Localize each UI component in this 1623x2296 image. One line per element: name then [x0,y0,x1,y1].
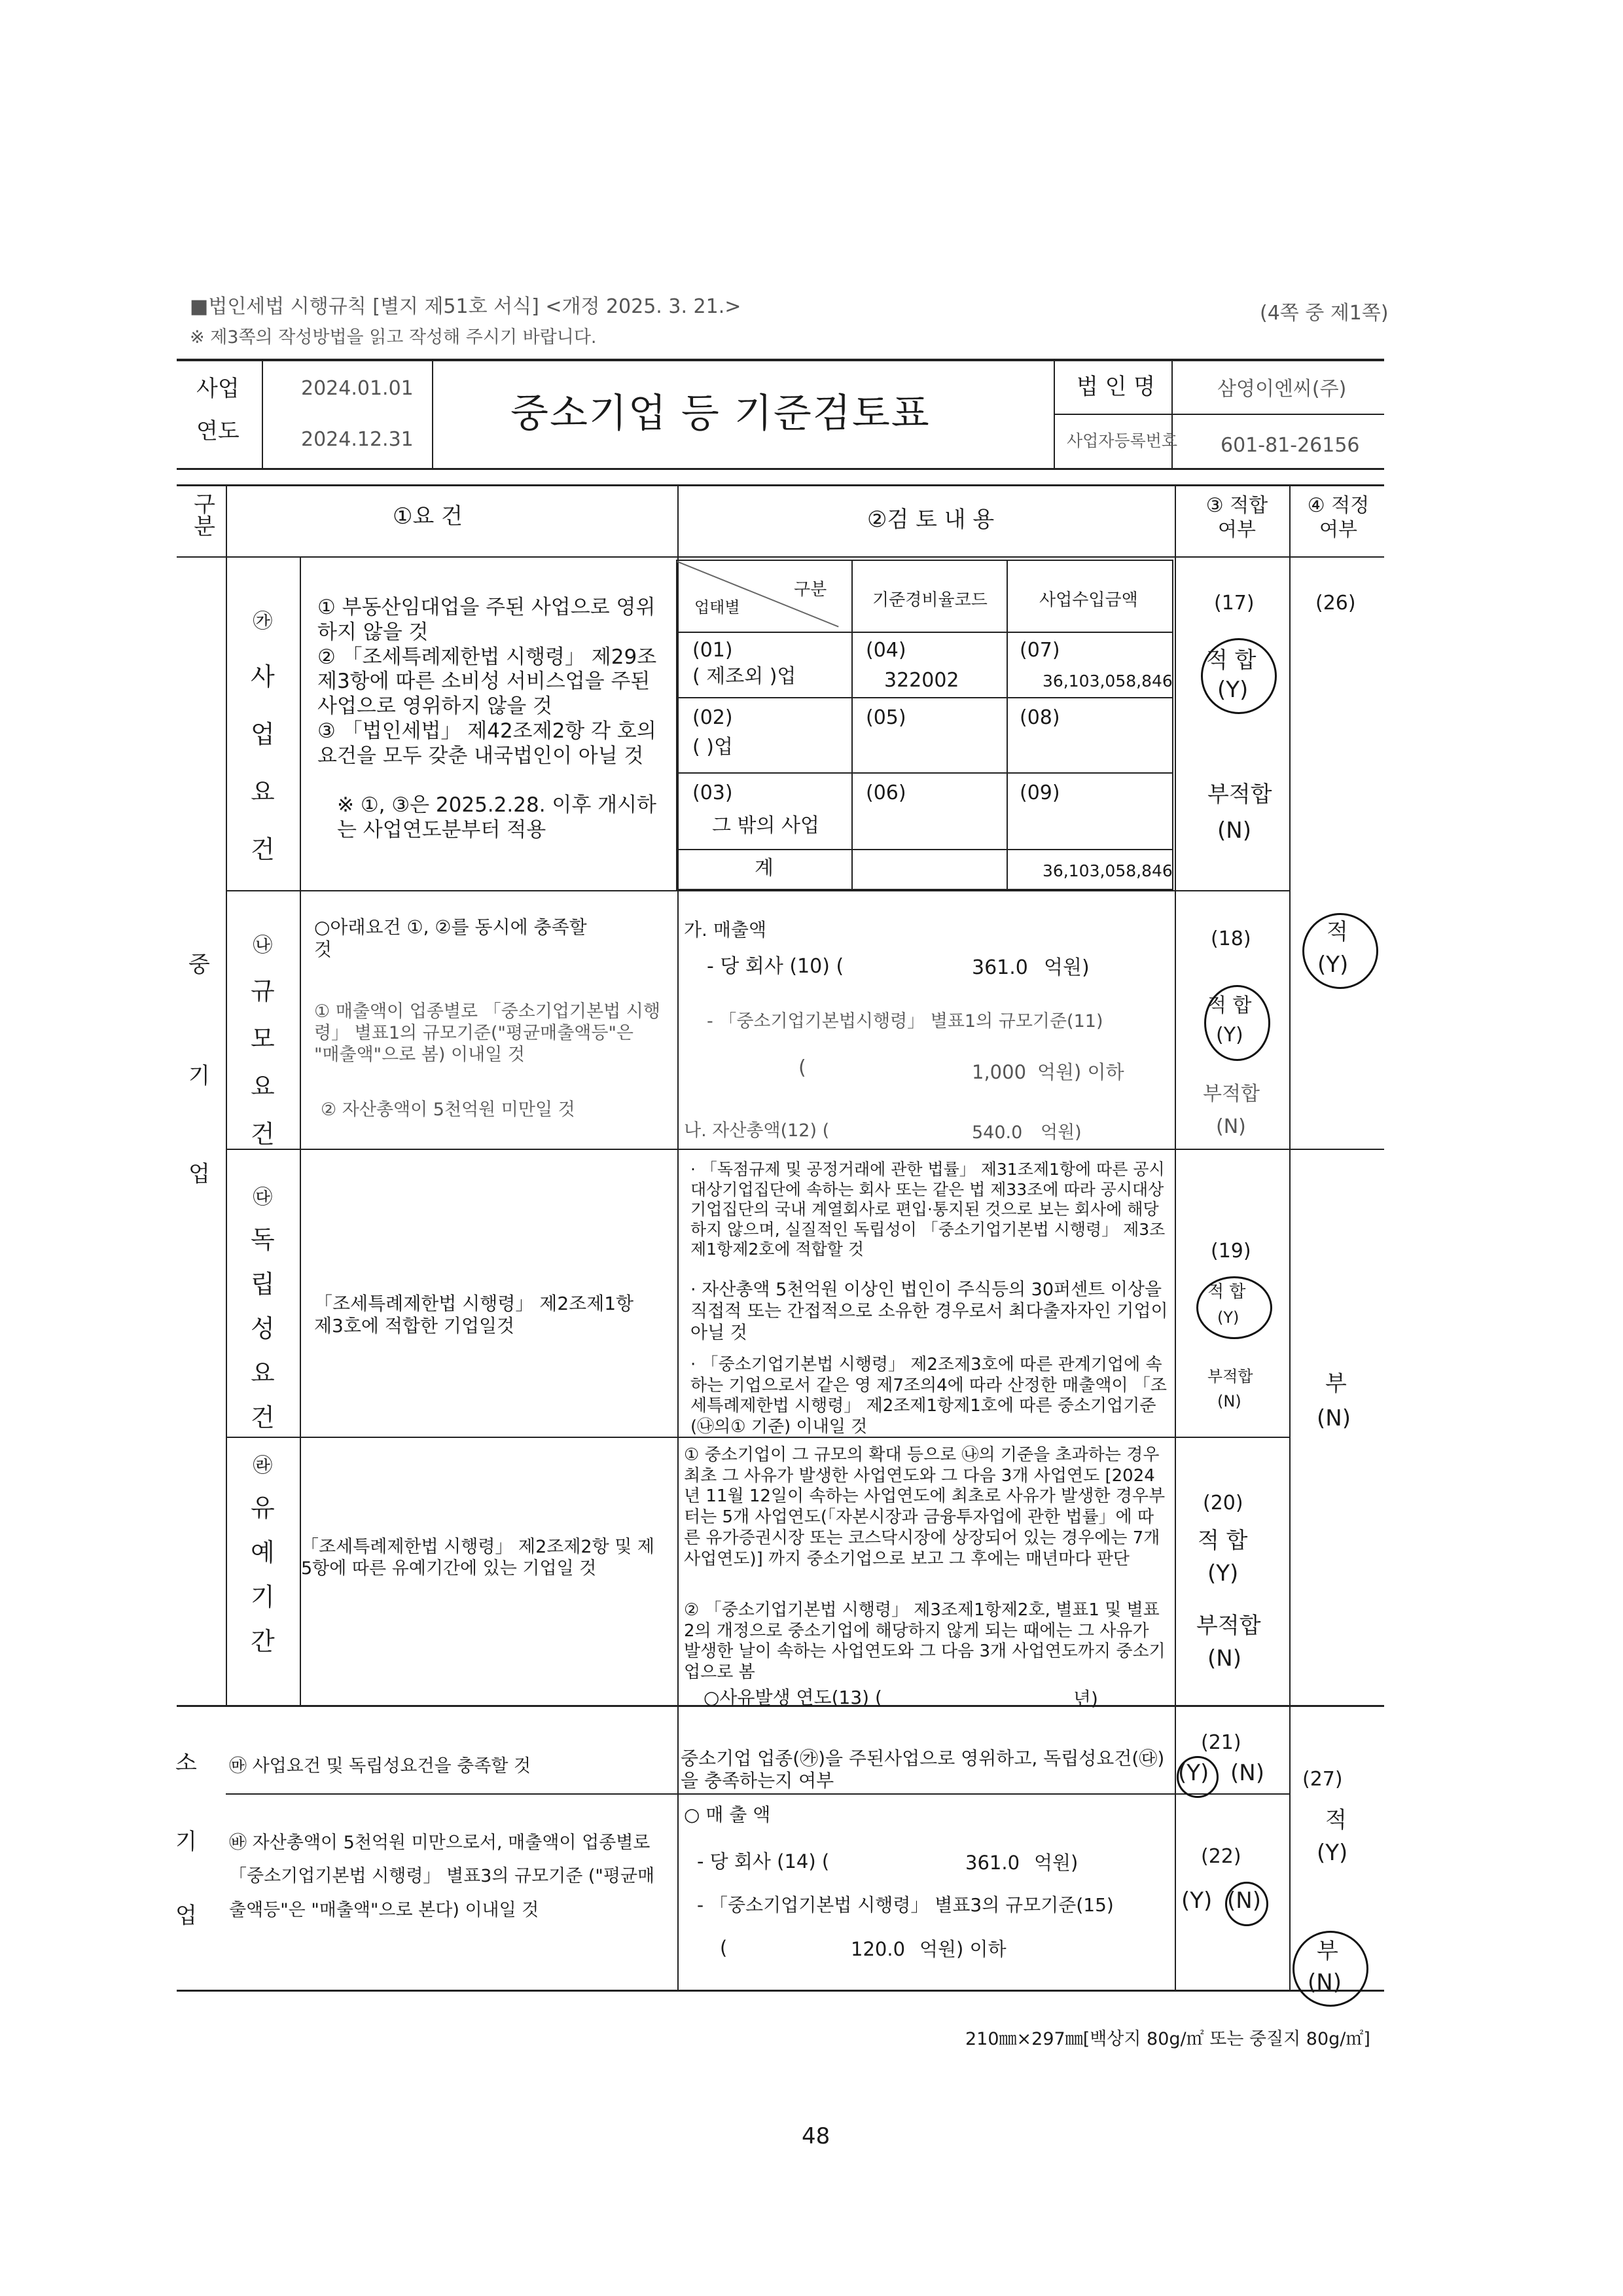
business-fit-yes: 적 합 [1206,647,1257,673]
page-of: (4쪽 중 제1쪽) [1260,302,1389,325]
small-label-3: 업 [175,1903,197,1929]
instruction-note: ※ 제3쪽의 작성방법을 읽고 작성해 주시기 바랍니다. [190,327,597,348]
rule [1289,484,1291,1990]
rule [300,556,301,1705]
industry-table [676,560,1173,890]
grace-label [251,1456,275,1687]
label-char: 업 [251,720,275,749]
scale-fit-y: (Y) [1216,1024,1243,1047]
rule [676,772,1173,774]
independence-fit-y: (Y) [1217,1308,1240,1327]
sme-label-2: 기 [188,1063,210,1089]
small-own-label: - 당 회사 (14) ( [697,1850,830,1873]
small-fit-1-n: (N) [1230,1760,1264,1786]
rule [432,359,433,468]
independence-fit-n: (N) [1217,1392,1241,1410]
scale-ga: 가. 매출액 [684,919,766,941]
grace-fit-y: (Y) [1207,1560,1239,1587]
scale-req-2: ② 자산총액이 5천억원 미만일 것 [321,1100,575,1120]
label-char: 기 [251,1583,275,1611]
division-label: 구분 [189,492,215,537]
total-label: 계 [755,857,774,880]
grace-item-2: ② 「중소기업기본법 시행령」 제3조제1항제2호, 별표1 및 별표 2의 개정으로 중소기업에 해당하지 않게 되는 때에는 그 사유가 발생한 날이 속하는 사업연도와 그 다음 3개 사업연도까지 중소기업으로 봄 [684,1600,1166,1683]
grace-item-1: ① 중소기업이 그 규모의 확대 등으로 ㉯의 기준을 초과하는 경우 최초 그 사유가 발생한 사업연도와 그 다음 3개 사업연도 [2024년 11월 12일이 속하는 사업연도에 최초로 사유가 발생한 경우부터는 5개 사업연도(「자본시장과 금융투자업에 관한 법률」에 따른 유가증권시장 또는 코스닥시장에 상장되어 있는 경우에는 7개 사업연도)] 까지 중소기업으로 보고 그 후에는 매년마다 판단 [684,1445,1166,1569]
period-end: 2024.12.31 [301,428,414,451]
sme-label-3: 업 [188,1161,210,1187]
rule [226,484,227,1705]
small-fit-2-y: (Y) [1181,1888,1213,1914]
business-label [251,612,275,895]
final-adequacy-text: 부 [1317,1938,1338,1964]
grace-fit-no-text: 부적합 [1196,1613,1261,1639]
independence-req: 「조세특례제한법 시행령」 제2조제1항제3호에 적합한 기업일것 [314,1293,634,1337]
rule [177,468,1384,470]
scale-own-value: 361.0 [972,956,1028,979]
biz-no: 601-81-26156 [1221,434,1360,457]
label-char: 유 [251,1494,275,1522]
small-fit-2-no: (22) [1201,1845,1241,1868]
th-revenue: 사업수입금액 [1039,590,1138,610]
label-char: ㉯ [253,934,273,957]
fit-header: ③ 적합 여부 [1205,494,1268,541]
rule [177,1990,1384,1992]
small-req-1: ㉲ 사업요건 및 독립성요건을 충족할 것 [229,1756,531,1776]
scale-label [251,936,275,1179]
scale-std-value: 1,000 [972,1061,1027,1083]
small-adequacy-no: (27) [1302,1768,1343,1791]
row2-rev-no: (08) [1020,706,1060,729]
row3-code-no: (06) [866,781,906,804]
small-adequacy-text: 적 [1325,1807,1347,1833]
grace-fit-n: (N) [1207,1645,1241,1672]
small-fit-2-n: (N) [1227,1888,1261,1914]
year-label-2: 연도 [196,418,240,444]
grace-fit-no: (20) [1203,1492,1243,1515]
adequacy-text: 적 [1327,919,1348,945]
small-fit-1-y: (Y) [1178,1760,1209,1786]
scale-std-open: ( [798,1056,806,1079]
requirement-header: ①요 건 [393,503,463,529]
small-review-1: 중소기업 업종(㉮)을 주된사업으로 영위하고, 독립성요건(㉰)을 충족하는지 여부 [681,1748,1165,1792]
label-char: 요 [251,1359,275,1388]
scale-fit-n: (N) [1216,1115,1246,1138]
paper-spec: 210㎜×297㎜[백상지 80g/㎡ 또는 중질지 80g/㎡] [965,2029,1370,2049]
row3-name: 그 밖의 사업 [712,814,819,837]
form-reference: ■법인세법 시행규칙 [별지 제51호 서식] <개정 2025. 3. 21.> [190,295,741,318]
label-char: 예 [251,1538,275,1567]
scale-std-unit: 억원) 이하 [1037,1061,1124,1083]
rule [177,484,1384,486]
review-header: ②검 토 내 용 [867,507,995,533]
independence-bullet-2: · 자산총액 5천억원 이상인 법인이 주식등의 30퍼센트 이상을 직접적 또는 간접적으로 소유한 경우로서 최다출자자인 기업이 아닐 것 [690,1280,1168,1343]
page-number: 48 [802,2123,830,2149]
label-char: 건 [251,1403,275,1432]
rule [1172,560,1173,890]
independence-fit-no: (19) [1211,1240,1251,1263]
scale-asset-value: 540.0 [972,1122,1023,1143]
grace-req: 「조세특례제한법 시행령」 제2조제2항 및 제5항에 따른 유예기간에 있는 기업일 것 [301,1537,654,1579]
label-char: ㉮ [253,610,273,633]
label-char: 건 [251,1120,275,1149]
scale-std-label: - 「중소기업기본법시행령」 별표1의 규모기준(11) [707,1011,1103,1031]
final-adequacy-n: (N) [1308,1969,1342,1996]
page-title: 중소기업 등 기준검토표 [510,391,931,437]
independence-bullet-1: · 「독점규제 및 공정거래에 관한 법률」 제31조제1항에 따른 공시대상기업집단에 속하는 회사 또는 같은 법 제33조에 따라 공시대상기업집단의 국내 계열회사로 편입·통지된 것으로 보는 회사에 해당하지 않으며, 실질적인 독립성이 「중소기업기본법 시행령」 제3조제1항제2호에 적합할 것 [690,1160,1166,1259]
business-adequacy-no: (26) [1315,592,1356,615]
row1-code-no: (04) [866,639,906,662]
division-header [191,492,213,537]
scale-fit-no: (18) [1211,927,1251,950]
row1-revenue: 36,103,058,846 [1043,672,1173,691]
scale-req-intro: ○아래요건 ①, ②를 동시에 충족할 것 [314,916,587,961]
rule [676,849,1173,850]
th-industry: 업태별 [694,598,740,617]
independence-fit-yes: 적 합 [1207,1282,1246,1302]
biz-no-label: 사업자등록번호 [1067,431,1178,450]
small-std-value: 120.0 [851,1938,906,1960]
row3-no: (03) [692,781,733,804]
rule [676,560,1173,561]
label-char: 규 [251,977,275,1005]
independence-adequacy: 부 [1325,1371,1347,1397]
rule [676,697,1173,698]
label-char: 모 [251,1024,275,1053]
label-char: 독 [251,1225,275,1254]
scale-req-1: ① 매출액이 업종별로 「중소기업기본법 시행령」 별표1의 규모기준("평균매출액등"은 "매출액"으로 봄) 이내일 것 [314,1001,660,1065]
row2-no: (02) [692,706,733,729]
row1-rev-no: (07) [1020,639,1060,662]
row2-code-no: (05) [866,706,906,729]
rule [676,889,1173,890]
rule [1175,484,1176,1990]
independence-fit-no-text: 부적합 [1207,1367,1253,1386]
rule [226,890,1289,891]
small-std-unit: 억원) 이하 [919,1938,1007,1960]
small-adequacy-y: (Y) [1317,1840,1348,1866]
scale-own-label: - 당 회사 (10) ( [707,955,844,978]
small-sales-label: ○ 매 출 액 [684,1804,771,1825]
small-std-label: - 「중소기업기본법 시행령」 별표3의 규모기준(15) [697,1894,1114,1916]
row2-name: ( )업 [692,736,733,759]
rule [676,560,677,890]
row3-rev-no: (09) [1020,781,1060,804]
business-fit-y: (Y) [1217,677,1249,703]
row1-code: 322002 [884,669,959,692]
label-char: 립 [251,1270,275,1299]
adequacy-y: (Y) [1317,952,1349,978]
small-label-2: 기 [175,1829,197,1855]
small-own-value: 361.0 [965,1852,1020,1874]
year-label-1: 사업 [196,376,240,402]
scale-own-unit: 억원) [1044,956,1090,979]
independence-label [251,1188,275,1463]
sme-label-1: 중 [188,952,210,978]
scale-asset-unit: 억원) [1041,1122,1082,1143]
rule [226,1793,1289,1795]
rule [1289,1149,1384,1150]
business-fit-no-text: 부적합 [1207,781,1272,808]
period-start: 2024.01.01 [301,377,414,400]
small-own-unit: 억원) [1034,1852,1079,1874]
corp-name-label: 법 인 명 [1077,374,1156,400]
business-fit-no: (17) [1214,592,1255,615]
label-char: ㉰ [253,1186,273,1209]
th-code: 기준경비율코드 [872,590,988,610]
business-req-note: ※ ①, ③은 2025.2.28. 이후 개시하는 사업연도분부터 적용 [337,793,656,842]
small-label-1: 소 [175,1750,197,1776]
label-char: ㉱ [253,1454,273,1477]
scale-fit-yes: 적 합 [1207,994,1252,1017]
label-char: 요 [251,778,275,806]
row1-name: ( 제조외 )업 [692,665,796,688]
business-fit-n: (N) [1217,817,1251,844]
rule [676,632,1173,633]
independence-bullet-3: · 「중소기업기본법 시행령」 제2조제3호에 따른 관계기업에 속하는 기업으로서 같은 영 제7조의4에 따라 산정한 매출액이 「조세특례제한법 시행령」 제2조제1항제1호에 따른 중소기업기준(㉯의① 기준) 이내일 것 [690,1355,1167,1437]
scale-asset-label: 나. 자산총액(12) ( [684,1121,830,1141]
grace-fit-yes: 적 합 [1198,1528,1248,1554]
independence-adequacy-n: (N) [1317,1405,1351,1431]
business-req-text: ① 부동산임대업을 주된 사업으로 영위하지 않을 것 ② 「조세특례제한법 시행령」 제29조제3항에 따른 소비성 서비스업을 주된 사업으로 영위하지 않을 것 ③ 「법인세법」 제42조제2항 각 호의 요건을 모두 갖춘 내국법인이 아닐 것 [317,596,657,768]
corp-name: 삼영이엔씨(주) [1217,378,1347,401]
grace-year-unit: 년) [1073,1688,1098,1710]
grace-year-label: ○사유발생 연도(13) ( [704,1687,882,1708]
rule [1007,560,1008,890]
th-gubun: 구분 [794,580,827,600]
row1-no: (01) [692,639,733,662]
label-char: 건 [251,835,275,864]
rule [1054,414,1384,415]
small-std-open: ( [720,1937,728,1959]
label-char: 사 [251,662,275,691]
adequacy-header: ④ 적정 여부 [1307,494,1370,541]
small-fit-1-no: (21) [1201,1731,1241,1754]
rule [226,1149,1289,1150]
label-char: 성 [251,1314,275,1343]
label-char: 간 [251,1627,275,1656]
label-char: 요 [251,1072,275,1101]
rule [177,359,1384,361]
rule [851,560,853,890]
total-value: 36,103,058,846 [1043,861,1173,880]
rule [177,556,1384,558]
scale-fit-no-text: 부적합 [1203,1083,1260,1105]
rule [262,359,263,468]
small-req-2: ㉳ 자산총액이 5천억원 미만으로서, 매출액이 업종별로 「중소기업기본법 시행령」 별표3의 규모기준 ("평균매출액등"은 "매출액"으로 본다) 이내일 것 [229,1833,655,1920]
